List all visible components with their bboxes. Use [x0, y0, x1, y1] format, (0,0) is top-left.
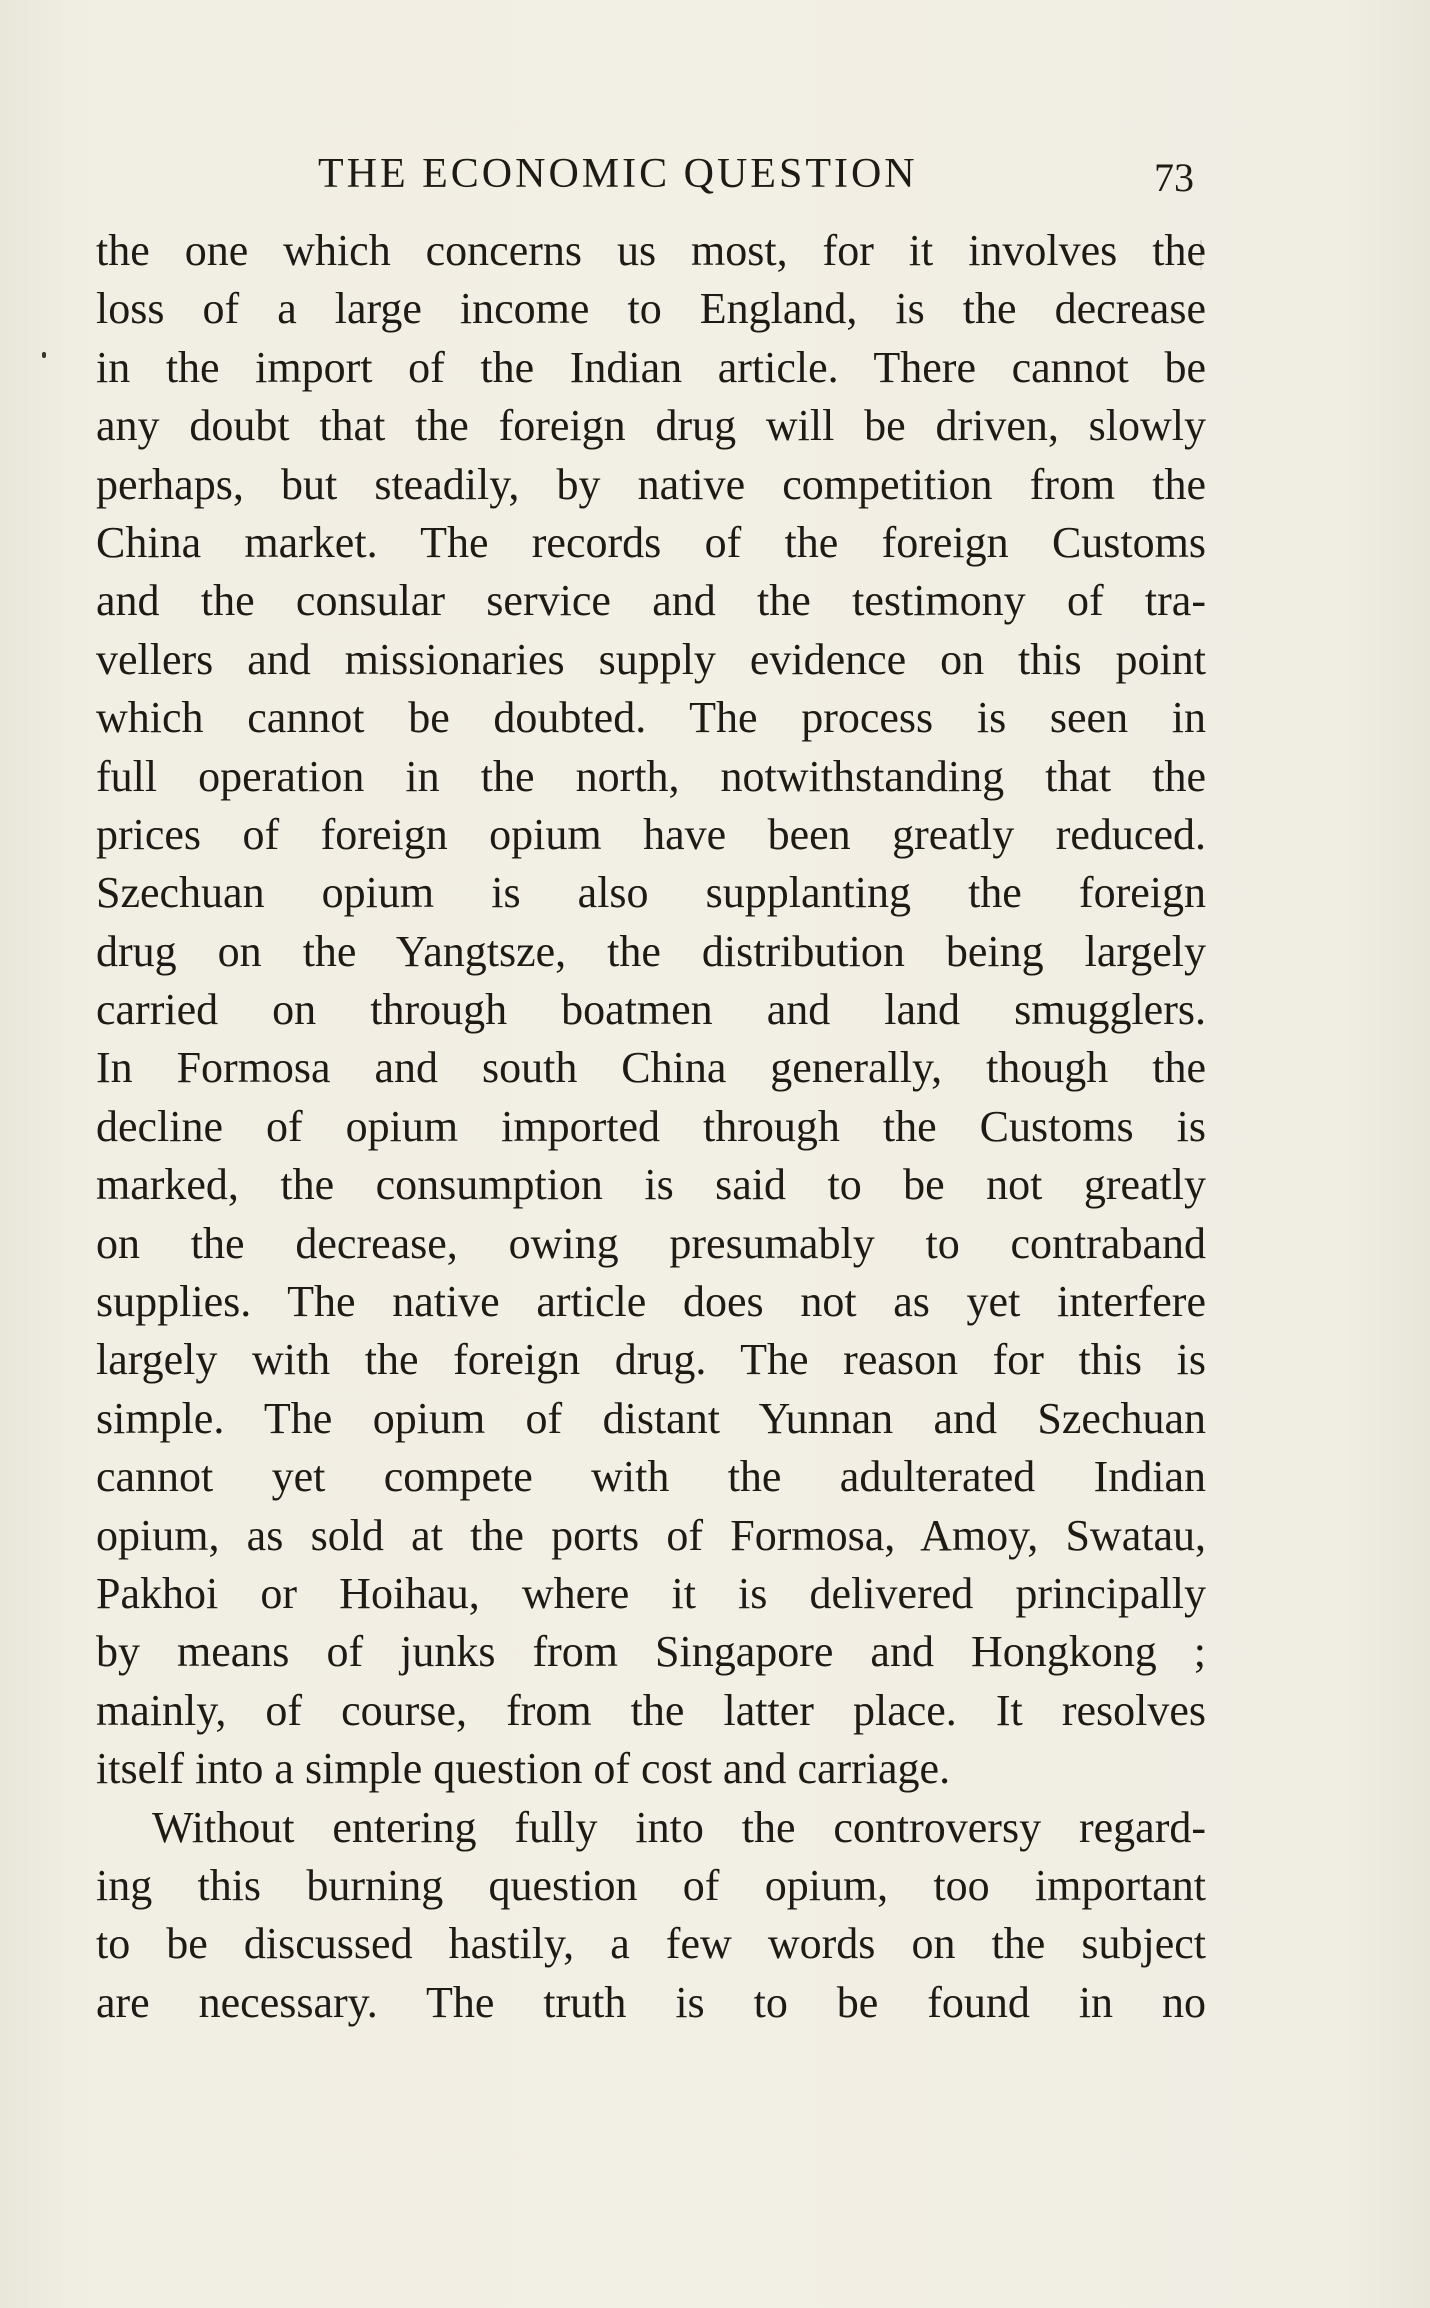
text-line: drug on the Yangtsze, the distribution being largely: [96, 926, 1206, 976]
text-line: are necessary. The truth is to be found in no: [96, 1977, 1206, 2027]
text-line: mainly, of course, from the latter place. It resolves: [96, 1685, 1206, 1735]
running-head-title: THE ECONOMIC QUESTION: [318, 151, 918, 197]
text-line: vellers and missionaries supply evidence on this point: [96, 634, 1206, 684]
text-line: by means of junks from Singapore and Hongkong ;: [96, 1627, 1206, 1677]
text-line: opium, as sold at the ports of Formosa, Amoy, Swatau,: [96, 1510, 1206, 1560]
ink-speck: [42, 352, 46, 358]
body-text: [96, 222, 1206, 2032]
text-line: on the decrease, owing presumably to contraband: [96, 1218, 1206, 1268]
text-line: China market. The records of the foreign Customs: [96, 517, 1206, 567]
page-number: 73: [1154, 155, 1194, 200]
text-line: which cannot be doubted. The process is seen in: [96, 693, 1206, 743]
text-line: largely with the foreign drug. The reason for this is: [96, 1335, 1206, 1385]
paragraph-start-line: Without entering fully into the controversy regard-: [152, 1802, 1206, 1852]
text-line: supplies. The native article does not as yet interfere: [96, 1277, 1206, 1327]
paragraph-end-line: itself into a simple question of cost and carriage.: [96, 1744, 951, 1794]
text-line: and the consular service and the testimony of tra-: [96, 576, 1206, 626]
text-line: Pakhoi or Hoihau, where it is delivered principally: [96, 1568, 1206, 1618]
text-line: ing this burning question of opium, too important: [96, 1860, 1206, 1910]
text-line: Szechuan opium is also supplanting the foreign: [96, 868, 1206, 918]
text-line: perhaps, but steadily, by native competition from the: [96, 459, 1206, 509]
text-line: prices of foreign opium have been greatly reduced.: [96, 809, 1206, 859]
text-line: In Formosa and south China generally, though the: [96, 1043, 1206, 1093]
text-line: in the import of the Indian article. There cannot be: [96, 342, 1206, 392]
text-line: full operation in the north, notwithstanding that the: [96, 751, 1206, 801]
text-line: simple. The opium of distant Yunnan and Szechuan: [96, 1393, 1206, 1443]
text-line: to be discussed hastily, a few words on the subject: [96, 1919, 1206, 1969]
text-line: cannot yet compete with the adulterated Indian: [96, 1452, 1206, 1502]
text-line: decline of opium imported through the Customs is: [96, 1101, 1206, 1151]
text-line: carried on through boatmen and land smugglers.: [96, 985, 1206, 1035]
text-line: any doubt that the foreign drug will be driven, slowly: [96, 401, 1206, 451]
text-line: loss of a large income to England, is the decrease: [96, 284, 1206, 334]
text-line: marked, the consumption is said to be not greatly: [96, 1160, 1206, 1210]
text-line: the one which concerns us most, for it involves the: [96, 226, 1206, 275]
